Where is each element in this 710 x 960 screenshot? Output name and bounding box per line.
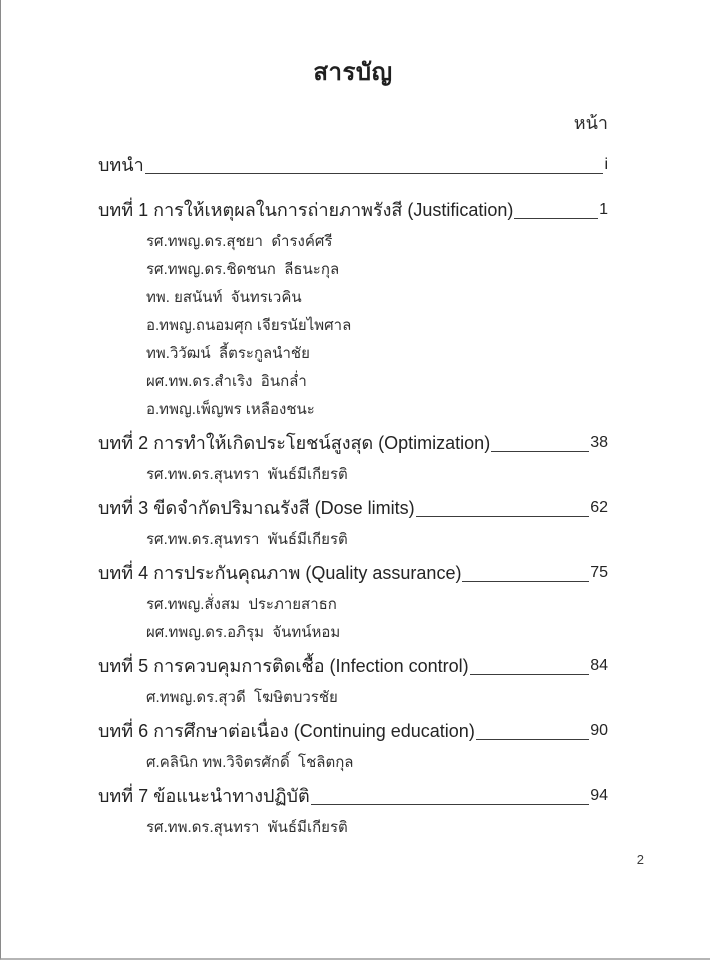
chapter-page-number: 90 [590, 722, 608, 739]
toc-entry [98, 428, 608, 489]
leader-line [462, 581, 589, 582]
leader-line [311, 804, 590, 805]
toc-entry-line [98, 716, 608, 746]
leader-line [470, 674, 590, 675]
author-list [146, 228, 608, 424]
author-list [146, 814, 608, 842]
leader-line [416, 516, 590, 517]
author-name: รศ.ทพ.ดร.สุนทรา พันธ์มีเกียรติ [146, 819, 348, 836]
leader-line [491, 451, 589, 452]
toc-entry-line [98, 150, 608, 180]
toc-entry-line [98, 195, 608, 225]
author-name: อ.ทพญ.เพ็ญพร เหลืองชนะ [146, 401, 315, 418]
toc-entry-line [98, 428, 608, 458]
author-name: รศ.ทพญ.ดร.สุชยา ดำรงค์ศรี [146, 233, 333, 250]
chapter-page-number: 75 [590, 564, 608, 581]
toc-entry [98, 716, 608, 777]
toc-entry [98, 558, 608, 647]
chapter-title: บทที่ 7 ข้อแนะนำทางปฏิบัติ [98, 786, 310, 806]
chapter-title: บทที่ 4 การประกันคุณภาพ (Quality assurance) [98, 563, 462, 583]
author-list [146, 591, 608, 647]
author-name: ศ.คลินิก ทพ.วิจิตรศักดิ์ โชลิตกุล [146, 754, 354, 771]
toc-entry-line [98, 493, 608, 523]
author-name: อ.ทพญ.ถนอมศุก เจียรนัยไพศาล [146, 317, 352, 334]
chapter-title: บทที่ 3 ขีดจำกัดปริมาณรังสี (Dose limits) [98, 498, 415, 518]
leader-line [476, 739, 589, 740]
author-name: รศ.ทพญ.ดร.ชิดชนก ลีธนะกุล [146, 261, 340, 278]
chapter-title: บทที่ 5 การควบคุมการติดเชื้อ (Infection control) [98, 656, 469, 676]
toc-entry-line [98, 651, 608, 681]
author-name: ผศ.ทพ.ดร.สำเริง อินกล่ำ [146, 373, 307, 390]
author-name: ผศ.ทพญ.ดร.อภิรุม จันทน์หอม [146, 624, 341, 641]
author-list [146, 526, 608, 554]
chapter-page-number: 1 [599, 201, 608, 218]
author-name: ศ.ทพญ.ดร.สุวดี โฆษิตบวรชัย [146, 689, 338, 706]
toc-entry [98, 493, 608, 554]
leader-line [145, 173, 604, 174]
chapter-page-number: 94 [590, 787, 608, 804]
page-column-header: หน้า [573, 113, 608, 133]
chapter-page-number: 62 [590, 499, 608, 516]
toc-entry [98, 150, 608, 180]
author-list [146, 684, 608, 712]
author-name: รศ.ทพ.ดร.สุนทรา พันธ์มีเกียรติ [146, 466, 348, 483]
leader-line [514, 218, 598, 219]
chapter-title: บทที่ 1 การให้เหตุผลในการถ่ายภาพรังสี (Justification) [98, 200, 514, 220]
chapter-page-number: 38 [590, 434, 608, 451]
toc-entry-line [98, 781, 608, 811]
chapter-page-number: i [604, 156, 608, 173]
author-name: ทพ.วิวัฒน์ ลี้ตระกูลนำชัย [146, 345, 310, 362]
chapter-title: บทที่ 6 การศึกษาต่อเนื่อง (Continuing education) [98, 721, 475, 741]
toc-entry [98, 651, 608, 712]
folio-page-number: 2 [636, 852, 644, 867]
page-title: สารบัญ [313, 59, 393, 86]
author-list [146, 749, 608, 777]
toc-entry [98, 781, 608, 842]
chapter-page-number: 84 [590, 657, 608, 674]
author-name: ทพ. ยสนันท์ จันทรเวคิน [146, 289, 302, 306]
chapter-title: บทนำ [98, 155, 144, 175]
chapter-title: บทที่ 2 การทำให้เกิดประโยชน์สูงสุด (Optimization) [98, 433, 491, 453]
author-name: รศ.ทพญ.สั่งสม ประภายสาธก [146, 596, 337, 613]
toc-entry-line [98, 558, 608, 588]
toc-list [98, 150, 608, 842]
author-list [146, 461, 608, 489]
table-of-contents [1, 0, 710, 842]
toc-entry [98, 195, 608, 424]
author-name: รศ.ทพ.ดร.สุนทรา พันธ์มีเกียรติ [146, 531, 348, 548]
